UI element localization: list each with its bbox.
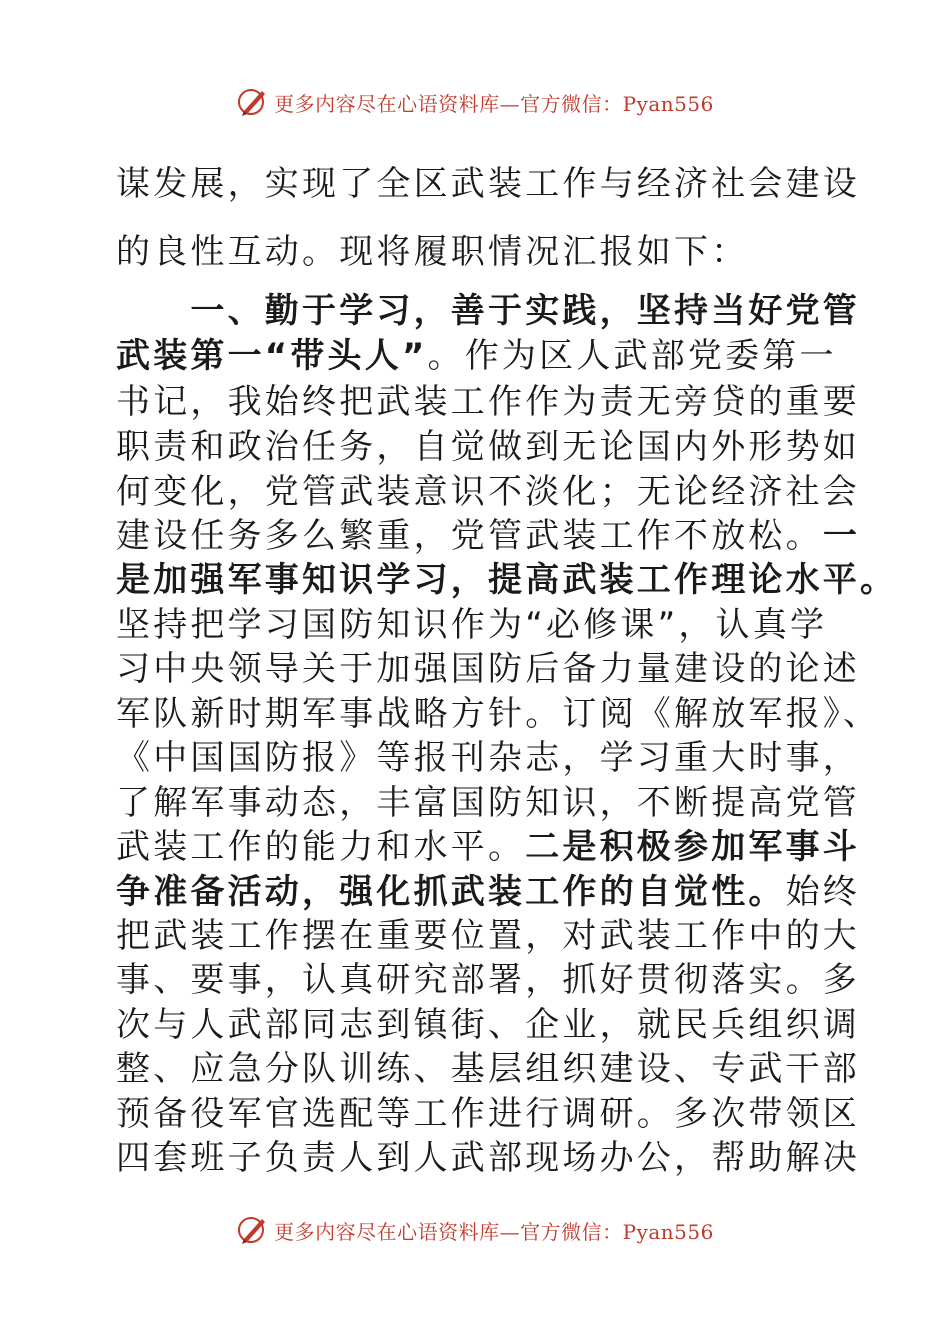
- text-line: [116, 1136, 860, 1180]
- text-line: [116, 470, 860, 514]
- text-line: [116, 162, 860, 206]
- text-line: [116, 692, 881, 736]
- bold-text-segment: 争准备活动，强化抓武装工作的自觉性。: [116, 872, 786, 912]
- text-segment: 事、要事，认真研究部署，抓好贯彻落实。多: [116, 960, 860, 1000]
- watermark-header: [0, 84, 950, 120]
- text-segment: 何变化，党管武装意识不淡化；无论经济社会: [116, 472, 860, 512]
- text-segment: 。作为区人武部党委第一: [427, 336, 837, 376]
- text-segment: 预备役军官选配等工作进行调研。多次带领区: [116, 1094, 860, 1134]
- text-line: [116, 958, 860, 1002]
- text-segment: 了解军事动态，丰富国防知识，不断提高党管: [116, 783, 860, 823]
- text-line: [116, 647, 860, 691]
- text-segment: 武装工作的能力和水平。: [116, 827, 526, 867]
- watermark-text: [274, 1216, 714, 1245]
- text-line: [116, 914, 860, 958]
- text-segment: 军队新时期军事战略方针。订阅《解放军报》、: [116, 694, 881, 734]
- text-line: [116, 380, 860, 424]
- watermark-contact: 官方微信：Pyan556: [520, 1219, 714, 1244]
- pen-logo-icon: [236, 85, 270, 119]
- watermark-separator: —: [499, 91, 521, 116]
- text-segment: 《中国国防报》等报刊杂志，学习重大时事，: [116, 738, 860, 778]
- text-line: [116, 558, 898, 602]
- text-segment: 始终: [785, 872, 861, 912]
- text-line: [116, 1092, 860, 1136]
- text-segment: 书记，我始终把武装工作作为责无旁贷的重要: [116, 382, 860, 422]
- text-line: [116, 736, 860, 780]
- text-line: [116, 781, 860, 825]
- text-segment: 把武装工作摆在重要位置，对武装工作中的大: [116, 916, 860, 956]
- text-line: [116, 425, 860, 469]
- text-line: [116, 603, 838, 647]
- text-segment: 整、应急分队训练、基层组织建设、专武干部: [116, 1049, 860, 1089]
- text-line: [116, 230, 838, 274]
- watermark-separator: —: [499, 1219, 521, 1244]
- bold-text-segment: 一: [822, 516, 861, 556]
- text-line: [116, 289, 860, 333]
- watermark-text: [274, 88, 714, 117]
- watermark-main: 更多内容尽在心语资料库: [274, 1219, 500, 1244]
- text-line: [116, 825, 861, 869]
- text-segment: 职责和政治任务，自觉做到无论国内外形势如: [116, 427, 860, 467]
- text-segment: 谋发展，实现了全区武装工作与经济社会建设: [116, 164, 860, 204]
- watermark-contact: 官方微信：Pyan556: [520, 91, 714, 116]
- bold-text-segment: 二是积极参加军事斗: [525, 827, 861, 867]
- bold-text-segment: 是加强军事知识学习，提高武装工作理论水平。: [116, 560, 898, 600]
- text-line: [116, 870, 861, 914]
- text-segment: 四套班子负责人到人武部现场办公，帮助解决: [116, 1138, 860, 1178]
- text-line: [116, 514, 861, 558]
- text-segment: 次与人武部同志到镇街、企业，就民兵组织调: [116, 1005, 860, 1045]
- text-line: [116, 1047, 860, 1091]
- text-segment: 习中央领导关于加强国防后备力量建设的论述: [116, 649, 860, 689]
- bold-text-segment: 一、勤于学习，善于实践，坚持当好党管: [116, 291, 860, 331]
- watermark-main: 更多内容尽在心语资料库: [274, 91, 500, 116]
- pen-logo-icon: [236, 1213, 270, 1247]
- bold-text-segment: 武装第一“带头人”: [116, 336, 428, 376]
- text-segment: 的良性互动。现将履职情况汇报如下：: [116, 232, 749, 272]
- text-line: [116, 1003, 860, 1047]
- watermark-footer: [0, 1212, 950, 1248]
- text-segment: 建设任务多么繁重，党管武装工作不放松。: [116, 516, 823, 556]
- text-segment: 坚持把学习国防知识作为“必修课”，认真学: [116, 605, 828, 645]
- text-line: [116, 334, 838, 378]
